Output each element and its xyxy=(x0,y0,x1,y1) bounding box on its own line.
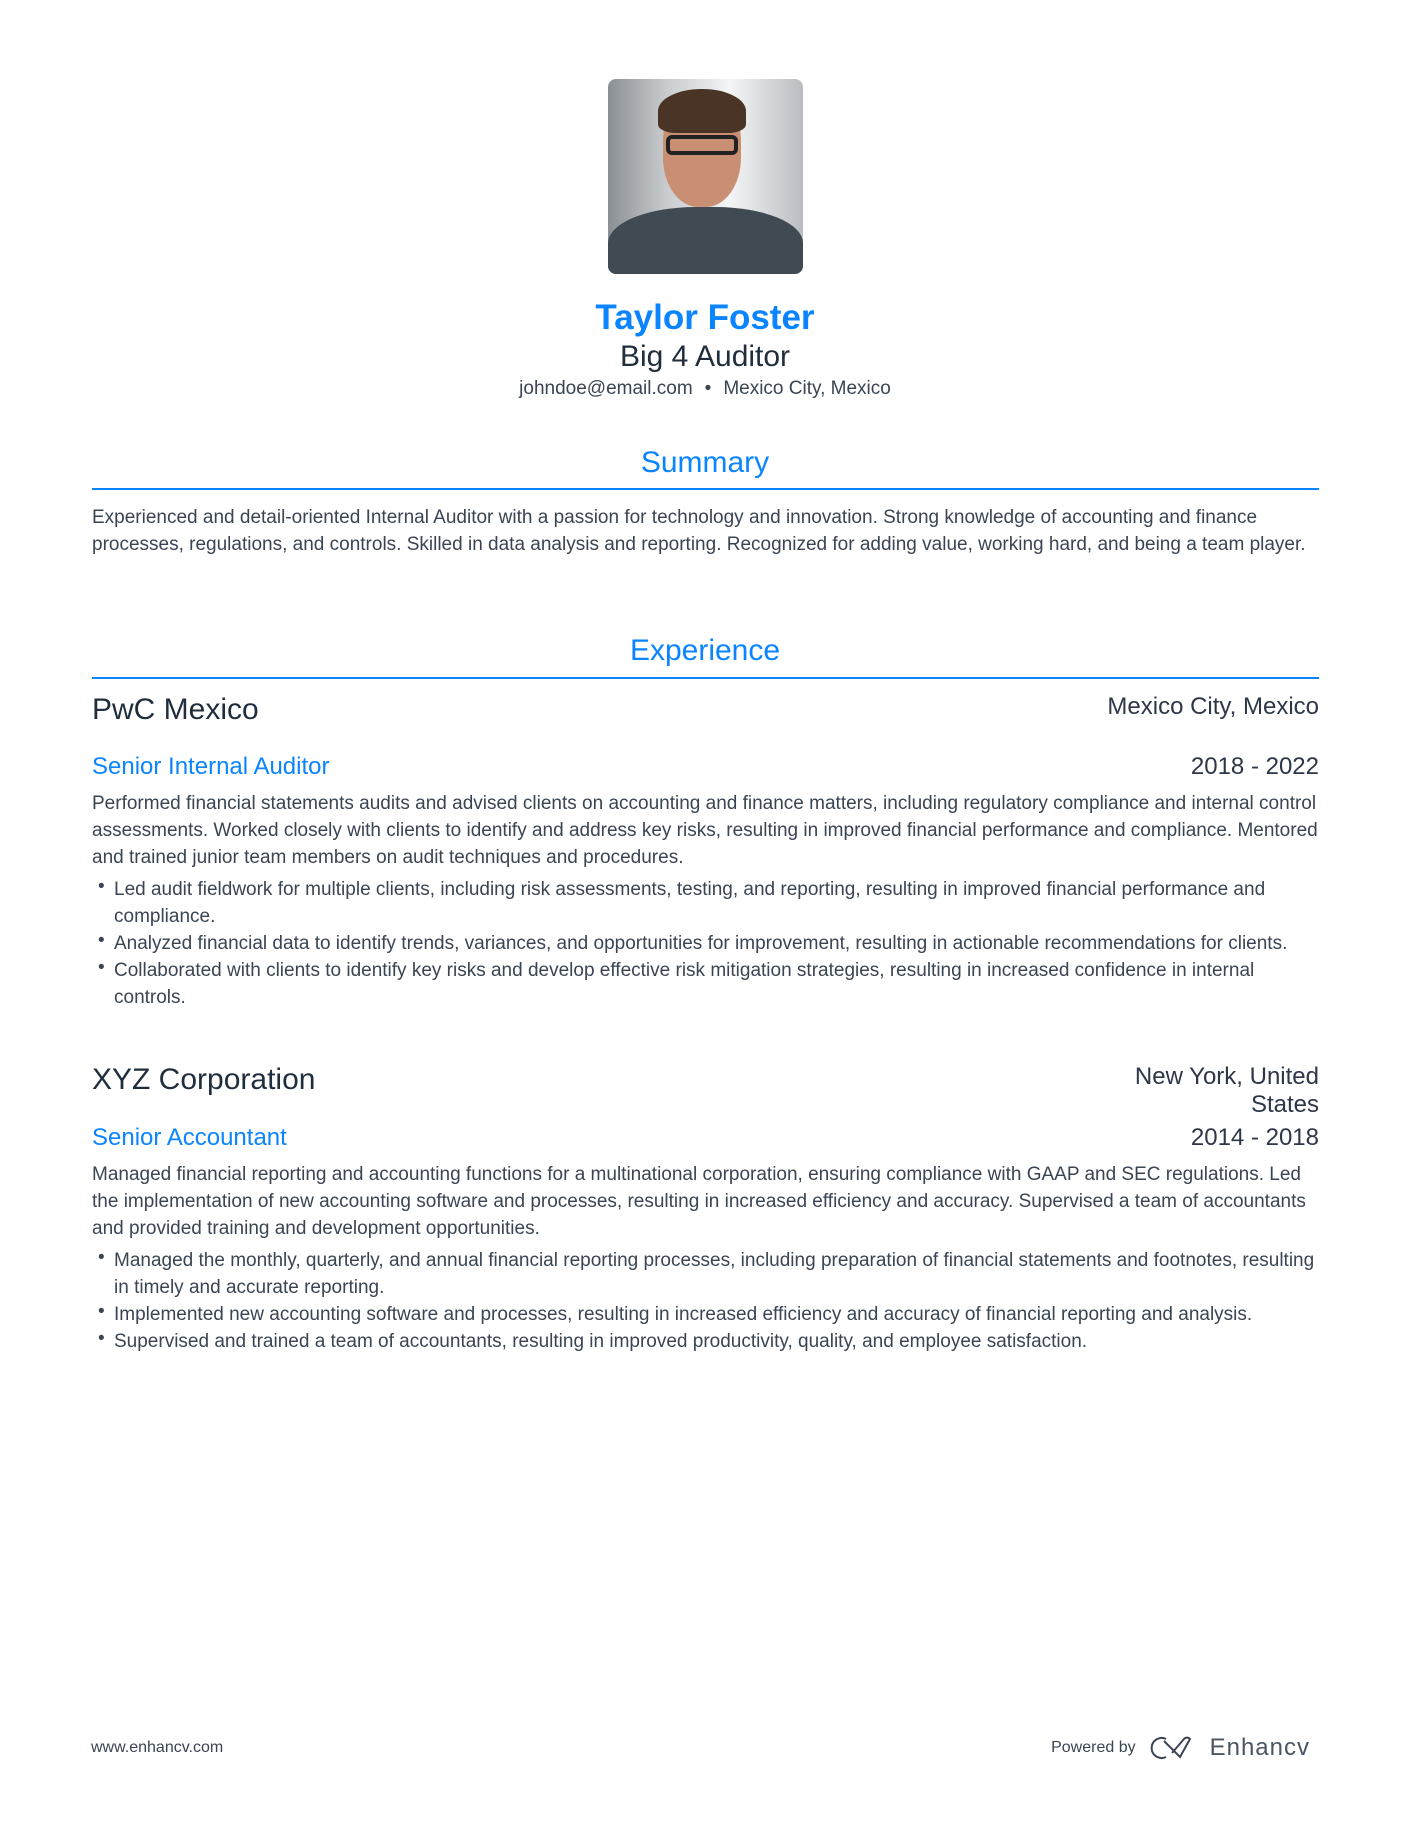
bullet-item: • Led audit fieldwork for multiple clients, including risk assessments, testing, and reporting, resulting in improved financial performance and compliance. xyxy=(92,876,1319,930)
powered-by-label: Powered by xyxy=(1051,1739,1136,1756)
separator: • xyxy=(704,378,712,399)
profile-photo xyxy=(608,79,803,274)
website-link[interactable]: www.enhancv.com xyxy=(91,1739,224,1756)
company-name: PwC Mexico xyxy=(92,693,259,726)
job-bullets xyxy=(92,1247,1319,1355)
experience-divider xyxy=(92,677,1319,679)
bullet-item: • Managed the monthly, quarterly, and annual financial reporting processes, including preparation of financial statements and footnotes, resulting in timely and accurate reporting. xyxy=(92,1247,1319,1301)
powered-by xyxy=(1051,1734,1310,1762)
brand-name: Enhancv xyxy=(1209,1734,1310,1761)
job-dates: 2018 - 2022 xyxy=(1190,753,1319,780)
contact-line xyxy=(0,378,1410,400)
job-description: Performed financial statements audits and advised clients on accounting and finance matters, including regulatory compliance and internal control assessments. Worked closely with clients to identify and address key risks, resulting in improved financial performance and compliance. Mentored and trained junior team members on audit techniques and procedures. xyxy=(92,793,1318,868)
summary-text: Experienced and detail-oriented Internal Auditor with a passion for technology and innovation. Strong knowledge of accounting and finance processes, regulations, and controls. Skilled in data analysis and reporting. Recognized for adding value, working hard, and being a team player. xyxy=(92,507,1306,555)
candidate-title: Big 4 Auditor xyxy=(619,340,791,373)
location: Mexico City, Mexico xyxy=(723,378,891,399)
job-role: Senior Accountant xyxy=(92,1124,287,1151)
job-role: Senior Internal Auditor xyxy=(92,753,330,780)
job-description: Managed financial reporting and accounting functions for a multinational corporation, ensuring compliance with GAAP and SEC regulations. Led the implementation of new accounting software and processes, resulting in increased efficiency and accuracy. Supervised a team of accountants and provided training and development opportunities. xyxy=(92,1164,1306,1239)
bullet-item: • Collaborated with clients to identify key risks and develop effective risk mitigation strategies, resulting in increased confidence in internal controls. xyxy=(92,957,1319,1011)
job-location: New York, United States xyxy=(1134,1063,1319,1118)
summary-divider xyxy=(92,488,1319,490)
job-location: Mexico City, Mexico xyxy=(1107,693,1319,720)
job-bullets xyxy=(92,876,1319,1011)
company-name: XYZ Corporation xyxy=(92,1063,316,1096)
experience-heading: Experience xyxy=(629,634,781,667)
bullet-item: • Implemented new accounting software and processes, resulting in increased efficiency and accuracy of financial reporting and analysis. xyxy=(92,1301,1319,1328)
bullet-item: • Analyzed financial data to identify trends, variances, and opportunities for improvement, resulting in actionable recommendations for clients. xyxy=(92,930,1319,957)
job-dates: 2014 - 2018 xyxy=(1190,1124,1319,1151)
bullet-item: • Supervised and trained a team of accountants, resulting in improved productivity, quality, and employee satisfaction. xyxy=(92,1328,1319,1355)
summary-heading: Summary xyxy=(640,446,770,479)
email[interactable]: johndoe@email.com xyxy=(519,378,693,399)
enhancv-logo-icon xyxy=(1150,1735,1196,1761)
candidate-name: Taylor Foster xyxy=(595,298,815,337)
